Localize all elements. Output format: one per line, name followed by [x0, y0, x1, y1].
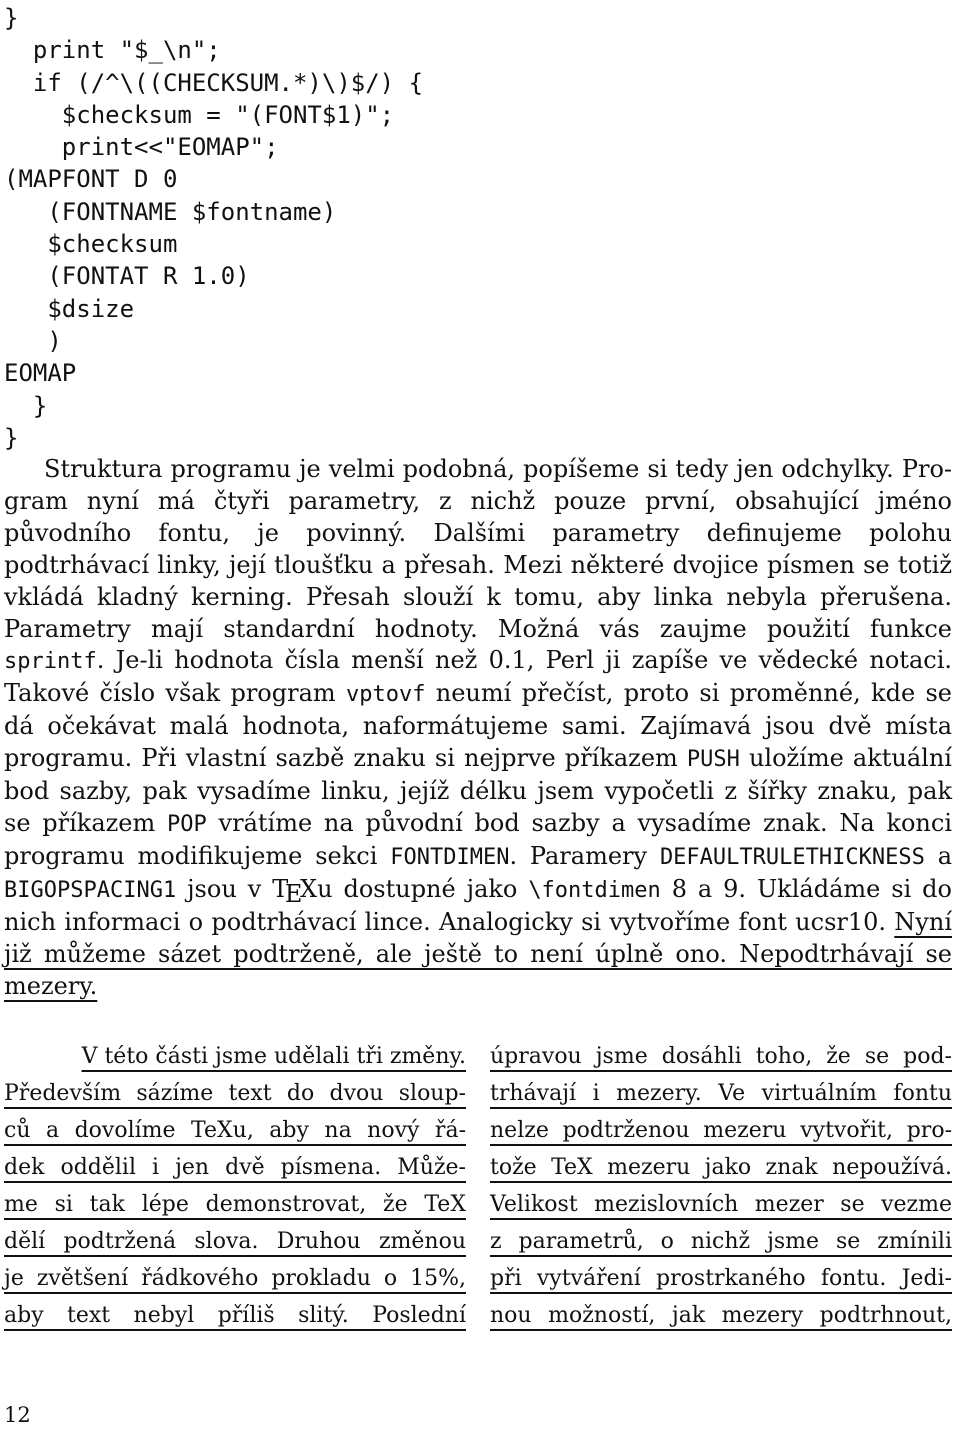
code-line: if (/^\((CHECKSUM.*)\)$/) {: [4, 68, 424, 97]
paragraph-text: vrátíme na původní bod sazby a vysadíme znak. Na konci programu modifikujeme sekci: [4, 808, 953, 870]
column-line: ců a dovolíme TeXu, aby na nový řá-: [4, 1118, 466, 1143]
tex-logo-t: T: [272, 874, 289, 903]
paragraph-text: a: [924, 841, 952, 870]
right-column: [490, 1038, 952, 1334]
code-line: $checksum: [4, 230, 178, 259]
column-line: me si tak lépe demonstrovat, že TeX: [4, 1192, 466, 1217]
code-line: (FONTNAME $fontname): [4, 197, 337, 226]
code-pop: POP: [167, 811, 207, 837]
tex-logo: [272, 874, 318, 909]
tex-logo-x: X: [299, 874, 318, 903]
code-fontdimen-section: FONTDIMEN: [390, 844, 510, 870]
code-sprintf: sprintf: [4, 649, 97, 675]
code-line: (MAPFONT D 0: [4, 165, 178, 194]
code-bigopspacing: BIGOPSPACING1: [4, 877, 177, 903]
paragraph-text: Struktura programu je velmi podobná, popíšeme si tedy jen odchylky. Program nyní má čtyři parametry, z nichž pouze první, obsahující jméno původního fontu, je povinný. Dalšími parametry definujeme polohu podtrhávací linky, její tloušťku a přesah. Mezi některé dvojice písmen se totiž vkládá kladný kerning. Přesah slouží k tomu, aby linka nebyla přerušena. Parametry mají standardní hodnoty. Možná vás zaujme použití funkce: [4, 455, 952, 643]
paragraph-text: 8 a 9. Ukládáme si do nich informaci o podtrhávací lince. Analogicky si vytvoříme font ucsr10.: [4, 874, 952, 936]
paragraph-text: . Paramery: [509, 841, 660, 870]
column-line: dek oddělil i jen dvě písmena. Může-: [4, 1155, 466, 1180]
code-fontdimen-command: \fontdimen: [528, 877, 661, 903]
code-line: (FONTAT R 1.0): [4, 262, 250, 291]
code-defaultrulethickness: DEFAULTRULETHICKNESS: [659, 844, 925, 870]
column-line: při vytváření prostrkaného fontu. Jedi-: [490, 1266, 952, 1291]
column-line: aby text nebyl příliš slitý. Poslední: [4, 1303, 466, 1328]
column-line: Především sázíme text do dvou sloup-: [4, 1081, 466, 1106]
column-line: nelze podtrženou mezeru vytvořit, pro-: [490, 1118, 952, 1143]
code-line: print<<"EOMAP";: [4, 133, 279, 162]
paragraph-text: uložíme aktuální bod sazby, pak vysadíme linku, jejíž délku jsem vypočetli z šířky znaku, pak se příkazem: [4, 744, 952, 837]
tex-logo-e: E: [284, 880, 303, 909]
column-line: tože TeX mezeru jako znak nepoužívá.: [490, 1155, 952, 1180]
code-line: EOMAP: [4, 359, 77, 388]
column-line: z parametrů, o nichž jsme se zmínili: [490, 1229, 952, 1254]
code-vptovf: vptovf: [345, 682, 426, 708]
code-push: PUSH: [686, 747, 740, 773]
two-column-sample: [4, 1038, 952, 1334]
code-line: $dsize: [4, 294, 135, 323]
body-paragraph: [4, 454, 952, 1002]
paragraph-text: . Je-li hodnota čísla menší než 0.1, Perl ji zapíše ve vědecké notaci. Takové číslo však program: [4, 646, 952, 708]
paragraph-text: neumí přečíst, proto si proměnné, kde se dá očekávat malá hodnota, naformátujeme sami. Zajímavá jsou dvě místa programu. Při vlastní sazbě znaku si nejprve příkazem: [4, 679, 952, 773]
paragraph-text: jsou v: [176, 874, 273, 903]
code-line: print "$_\n";: [4, 36, 221, 65]
column-line: nou možností, jak mezery podtrhnout,: [490, 1303, 952, 1328]
code-line: }: [4, 423, 19, 452]
column-line: trhávají i mezery. Ve virtuálním fontu: [490, 1081, 952, 1106]
code-line: }: [4, 4, 19, 32]
left-column: [4, 1038, 466, 1334]
paragraph-text: u dostupné jako: [317, 874, 529, 903]
column-line: je zvětšení řádkového prokladu o 15%,: [4, 1266, 466, 1291]
code-line: ): [4, 326, 62, 355]
column-line: dělí podtržená slova. Druhou změnou: [4, 1229, 466, 1254]
page-number: 12: [4, 1403, 31, 1427]
column-line: Velikost mezislovních mezer se vezme: [490, 1192, 952, 1217]
perl-code-listing: [4, 2, 423, 454]
column-line: úpravou jsme dosáhli toho, že se pod-: [490, 1044, 952, 1069]
column-line: V této části jsme udělali tři změny.: [81, 1044, 466, 1069]
code-line: }: [4, 391, 48, 420]
code-line: $checksum = "(FONT$1)";: [4, 100, 395, 129]
underlined-sample-text: Nyní již můžeme sázet podtrženě, ale ještě to není úplně ono. Nepodtrhávají se mezery.: [4, 907, 952, 1000]
